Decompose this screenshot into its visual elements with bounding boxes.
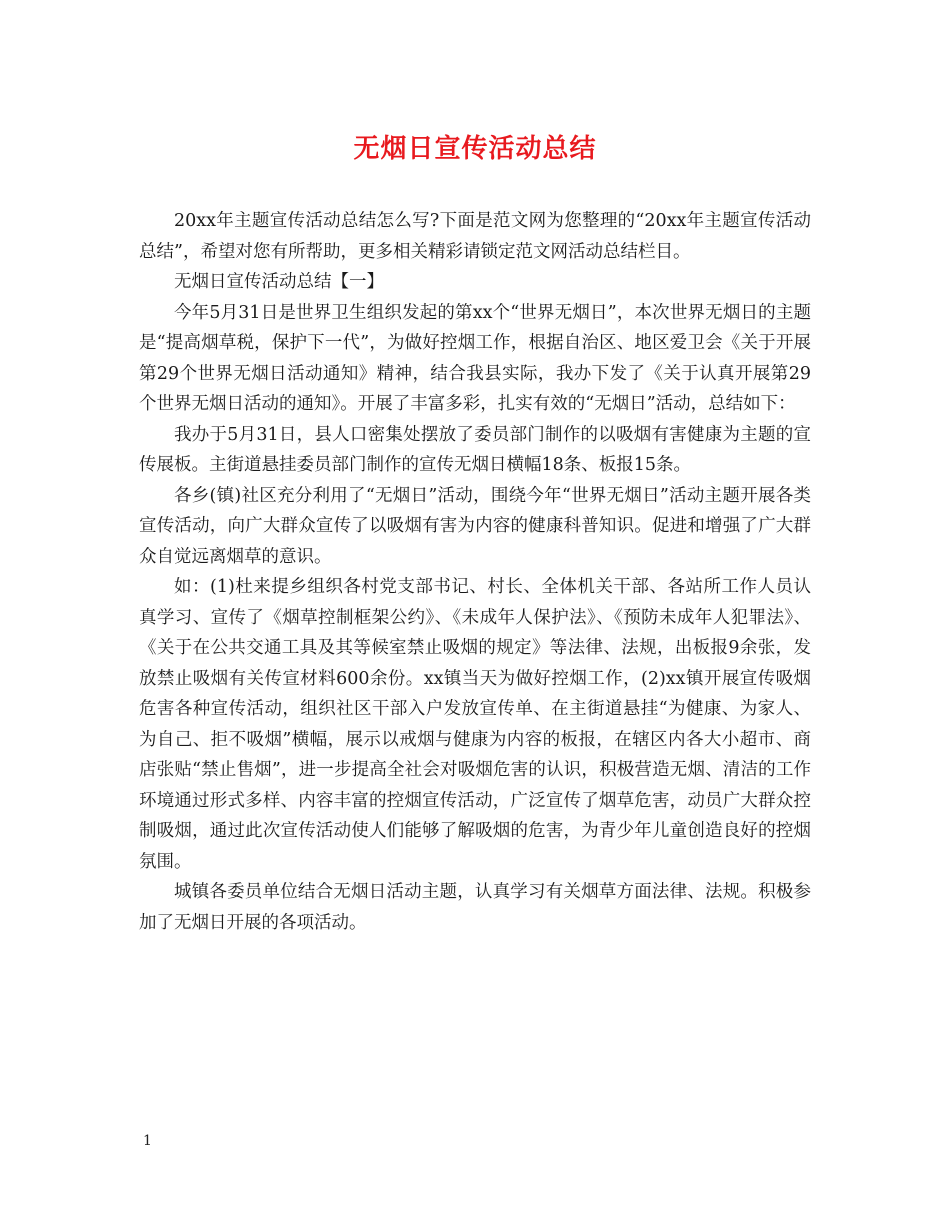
section-heading: 无烟日宣传活动总结【一】 [174, 272, 384, 292]
paragraph: 我办于5月31日，县人口密集处摆放了委员部门制作的以吸烟有害健康为主题的宣传展板。主街道悬挂委员部门制作的宣传无烟日横幅18条、板报15条。 [139, 424, 811, 475]
paragraph-intro: 20xx年主题宣传活动总结怎么写?下面是范文网为您整理的“20xx年主题宣传活动总结”，希望对您有所帮助，更多相关精彩请锁定范文网活动总结栏目。 [139, 211, 811, 262]
document-title: 无烟日宣传活动总结 [353, 134, 597, 164]
paragraph: 城镇各委员单位结合无烟日活动主题，认真学习有关烟草方面法律、法规。积极参加了无烟日开展的各项活动。 [139, 882, 811, 933]
paragraph: 各乡(镇)社区充分利用了“无烟日”活动，围绕今年“世界无烟日”活动主题开展各类宣传活动，向广大群众宣传了以吸烟有害为内容的健康科普知识。促进和增强了广大群众自觉远离烟草的意识。 [139, 485, 811, 567]
paragraph: 今年5月31日是世界卫生组织发起的第xx个“世界无烟日”，本次世界无烟日的主题是“提高烟草税，保护下一代”，为做好控烟工作，根据自治区、地区爱卫会《关于开展第29个世界无烟日活动通知》精神，结合我县实际，我办下发了《关于认真开展第29个世界无烟日活动的通知》。开展了丰富多彩，扎实有效的“无烟日”活动，总结如下： [139, 302, 811, 414]
document-body [139, 206, 811, 938]
page-number: 1 [143, 1133, 152, 1149]
paragraph: 如：(1)杜来提乡组织各村党支部书记、村长、全体机关干部、各站所工作人员认真学习、宣传了《烟草控制框架公约》、《未成年人保护法》、《预防未成年人犯罪法》、《关于在公共交通工具及其等候室禁止吸烟的规定》等法律、法规，出板报9余张，发放禁止吸烟有关传宣材料600余份。xx镇当天为做好控烟工作，(2)xx镇开展宣传吸烟危害各种宣传活动，组织社区干部入户发放宣传单、在主街道悬挂“为健康、为家人、为自己、拒不吸烟”横幅，展示以戒烟与健康为内容的板报，在辖区内各大小超市、商店张贴“禁止售烟”，进一步提高全社会对吸烟危害的认识，积极营造无烟、清洁的工作环境通过形式多样、内容丰富的控烟宣传活动，广泛宣传了烟草危害，动员广大群众控制吸烟，通过此次宣传活动使人们能够了解吸烟的危害，为青少年儿童创造良好的控烟氛围。 [139, 577, 811, 872]
